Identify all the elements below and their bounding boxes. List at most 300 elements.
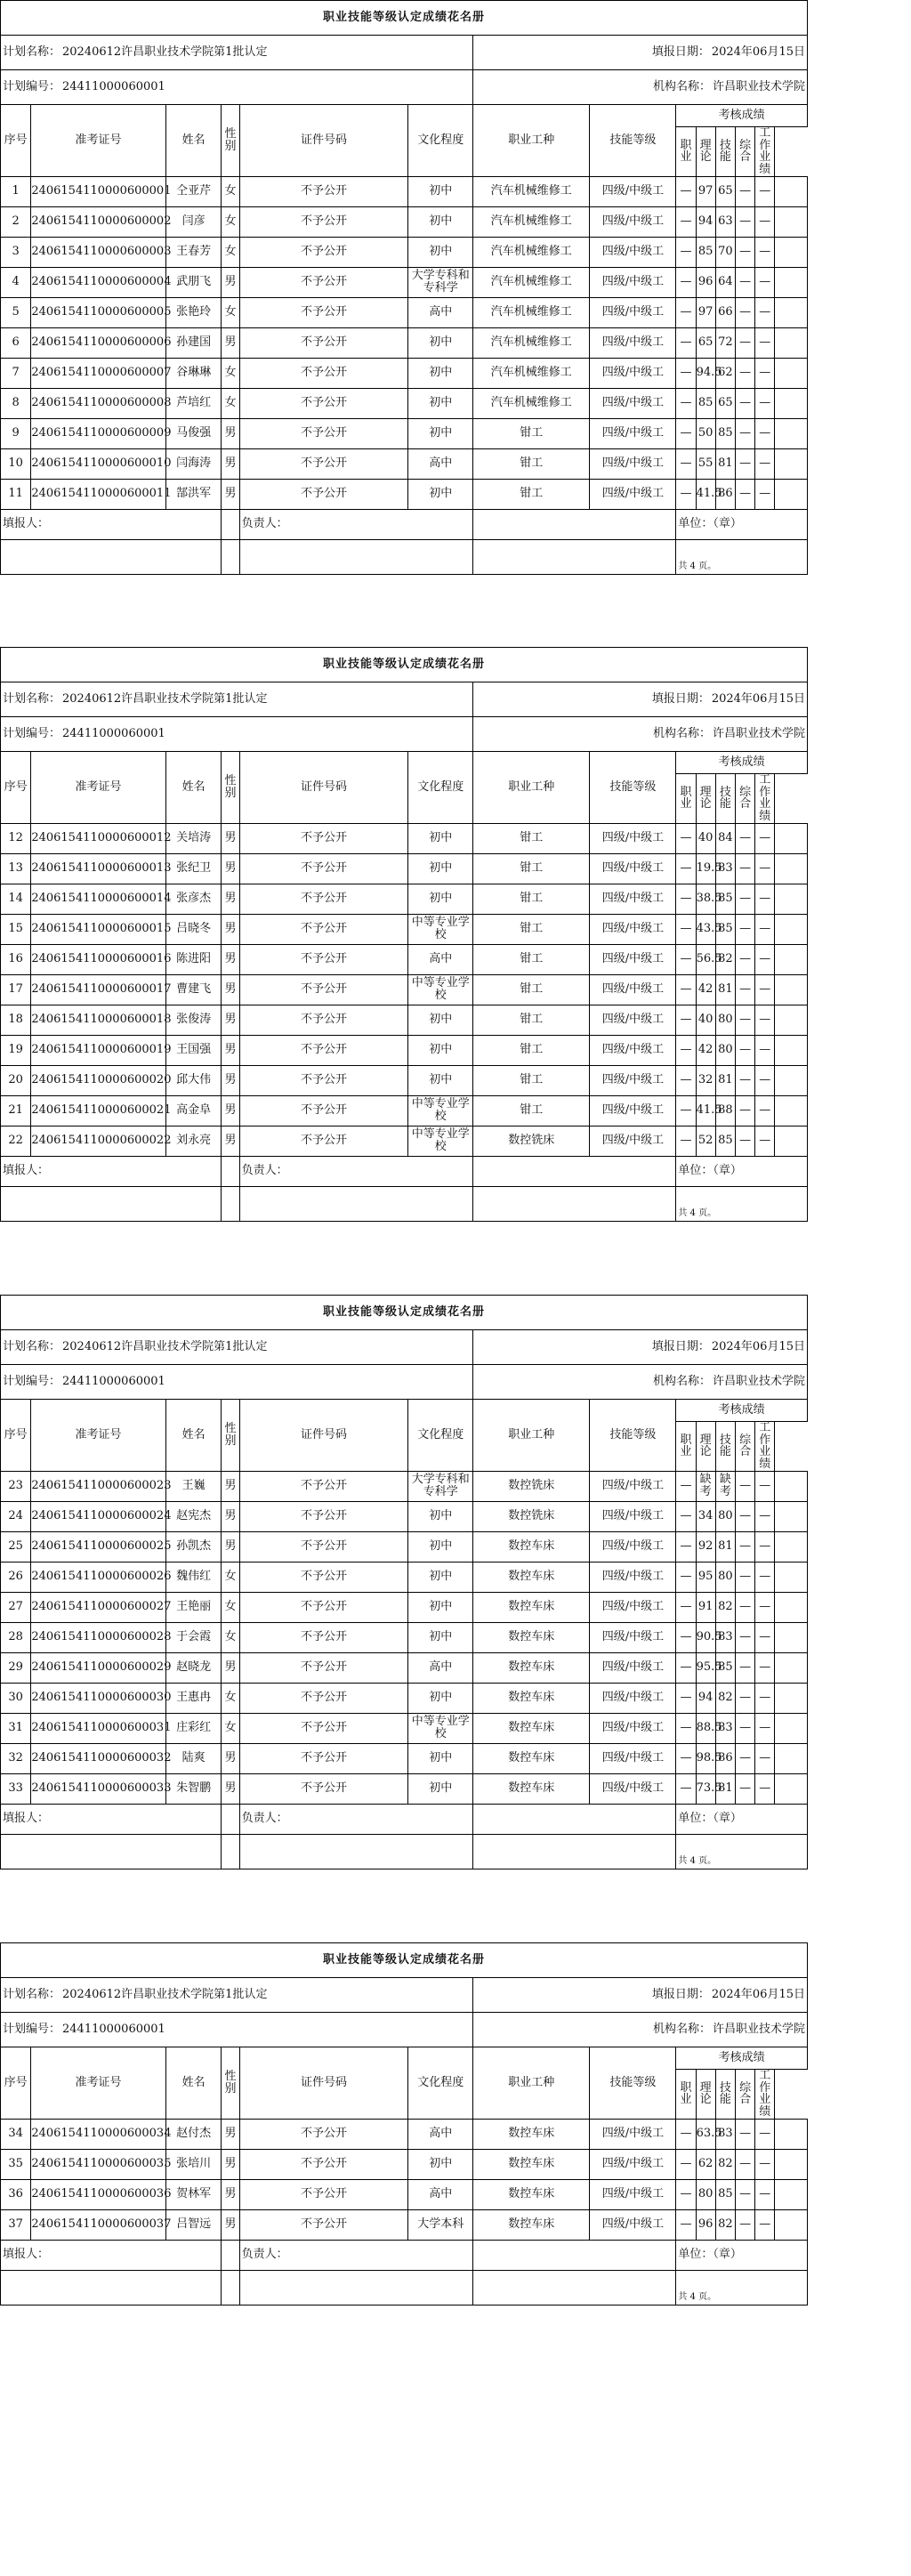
row-education: 初中 [408, 327, 473, 358]
row-score-overall: — [735, 297, 754, 327]
header-exam-no: 准考证号 [31, 2047, 165, 2120]
row-id-no: 不予公开 [239, 1562, 408, 1592]
row-score-theory: 65 [696, 327, 715, 358]
blank-cell [239, 539, 473, 574]
row-id-no: 不予公开 [239, 479, 408, 509]
row-exam-no: 2406154110000600019 [31, 1035, 165, 1065]
row-id-no: 不予公开 [239, 884, 408, 914]
blank-cell [473, 539, 676, 574]
row-score-theory: 97 [696, 297, 715, 327]
row-score-work: — [755, 176, 775, 206]
row-score-occupation: — [676, 1622, 696, 1652]
table-row [1, 2119, 808, 2149]
row-occupation: 汽车机械维修工 [473, 358, 590, 388]
row-seq: 12 [1, 823, 31, 853]
row-seq: 7 [1, 358, 31, 388]
row-seq: 6 [1, 327, 31, 358]
org-value: 许昌职业技术学院 [712, 80, 805, 94]
table-row [1, 1531, 808, 1562]
row-score-skill: 86 [715, 1743, 735, 1773]
blank-cell [1, 1186, 222, 1221]
row-exam-no: 2406154110000600016 [31, 944, 165, 974]
header-score-work: 工作业绩 [755, 774, 775, 824]
row-id-no: 不予公开 [239, 418, 408, 448]
row-exam-no: 2406154110000600024 [31, 1501, 165, 1531]
row-score-work: — [755, 974, 775, 1005]
row-education: 初中 [408, 1743, 473, 1773]
row-exam-no: 2406154110000600003 [31, 237, 165, 267]
row-skill-level: 四级/中级工 [590, 388, 676, 418]
row-score-overall: — [735, 1531, 754, 1562]
header-gender: 性别 [222, 105, 239, 177]
row-skill-level: 四级/中级工 [590, 1005, 676, 1035]
document-title: 职业技能等级认定成绩花名册 [1, 1, 808, 36]
row-score-skill: 81 [715, 1773, 735, 1804]
row-seq: 11 [1, 479, 31, 509]
row-score-overall: — [735, 1592, 754, 1622]
row-score-skill: 80 [715, 1005, 735, 1035]
row-exam-no: 2406154110000600004 [31, 267, 165, 297]
row-seq: 23 [1, 1471, 31, 1501]
row-score-occupation: — [676, 1652, 696, 1683]
row-score-overall: — [735, 974, 754, 1005]
row-score-theory: 88.5 [696, 1713, 715, 1743]
header-seq: 序号 [1, 752, 31, 824]
row-exam-no: 2406154110000600023 [31, 1471, 165, 1501]
table-row [1, 1713, 808, 1743]
row-seq: 4 [1, 267, 31, 297]
row-name: 孙凯杰 [165, 1531, 222, 1562]
row-gender: 男 [222, 1773, 239, 1804]
row-seq: 9 [1, 418, 31, 448]
row-education: 高中 [408, 448, 473, 479]
row-score-overall: — [735, 1743, 754, 1773]
table-row [1, 327, 808, 358]
header-score-theory: 理论 [696, 127, 715, 177]
header-score-occupation: 职业 [676, 127, 696, 177]
table-row [1, 479, 808, 509]
row-remark [775, 914, 808, 944]
header-score-theory: 理论 [696, 2070, 715, 2120]
header-score-theory: 理论 [696, 774, 715, 824]
row-name: 于会霞 [165, 1622, 222, 1652]
row-gender: 男 [222, 914, 239, 944]
row-exam-no: 2406154110000600025 [31, 1531, 165, 1562]
document-title: 职业技能等级认定成绩花名册 [1, 648, 808, 682]
row-score-skill: 81 [715, 448, 735, 479]
row-occupation: 数控车床 [473, 1683, 590, 1713]
document-title: 职业技能等级认定成绩花名册 [1, 1943, 808, 1978]
header-score-work: 工作业绩 [755, 2070, 775, 2120]
row-seq: 16 [1, 944, 31, 974]
row-score-skill: 82 [715, 944, 735, 974]
row-id-no: 不予公开 [239, 823, 408, 853]
table-row [1, 1683, 808, 1713]
roster-table [0, 0, 808, 575]
row-education: 初中 [408, 1622, 473, 1652]
blank-cell [1, 2270, 222, 2305]
row-score-work: — [755, 1622, 775, 1652]
row-name: 闫海涛 [165, 448, 222, 479]
row-education: 初中 [408, 176, 473, 206]
row-gender: 男 [222, 1531, 239, 1562]
row-seq: 22 [1, 1126, 31, 1156]
row-exam-no: 2406154110000600014 [31, 884, 165, 914]
table-row [1, 418, 808, 448]
row-seq: 1 [1, 176, 31, 206]
roster-table [0, 1942, 808, 2305]
row-score-work: — [755, 1471, 775, 1501]
unit-label: 单位：（章） [676, 509, 808, 539]
header-name: 姓名 [165, 105, 222, 177]
plan-name-cell [1, 1330, 473, 1365]
row-education: 高中 [408, 1652, 473, 1683]
row-occupation: 数控车床 [473, 1531, 590, 1562]
row-seq: 35 [1, 2149, 31, 2179]
row-score-work: — [755, 2179, 775, 2209]
filler-label: 填报人： [1, 1804, 222, 1834]
row-gender: 女 [222, 176, 239, 206]
row-score-occupation: — [676, 237, 696, 267]
row-id-no: 不予公开 [239, 448, 408, 479]
org-label: 机构名称： [652, 80, 711, 94]
row-education: 高中 [408, 944, 473, 974]
fill-date-label: 填报日期： [651, 1340, 710, 1354]
row-education: 大学专科和专科学 [408, 1471, 473, 1501]
row-score-work: — [755, 1005, 775, 1035]
row-id-no: 不予公开 [239, 974, 408, 1005]
row-score-overall: — [735, 267, 754, 297]
row-id-no: 不予公开 [239, 1683, 408, 1713]
org-cell [473, 2013, 808, 2047]
row-score-work: — [755, 914, 775, 944]
row-id-no: 不予公开 [239, 2179, 408, 2209]
table-row [1, 237, 808, 267]
row-score-occupation: — [676, 1683, 696, 1713]
row-remark [775, 176, 808, 206]
row-occupation: 钳工 [473, 418, 590, 448]
row-name: 邱大伟 [165, 1065, 222, 1095]
row-score-work: — [755, 358, 775, 388]
row-name: 赵付杰 [165, 2119, 222, 2149]
row-score-overall: — [735, 1065, 754, 1095]
row-score-occupation: — [676, 1471, 696, 1501]
row-score-skill: 83 [715, 1713, 735, 1743]
plan-no-value: 24411000060001 [62, 80, 165, 94]
row-id-no: 不予公开 [239, 853, 408, 884]
row-name: 刘永亮 [165, 1126, 222, 1156]
table-row [1, 1095, 808, 1126]
blank-cell [473, 1186, 676, 1221]
plan-name-cell [1, 1978, 473, 2013]
row-seq: 26 [1, 1562, 31, 1592]
plan-name-label: 计划名称： [3, 45, 61, 60]
row-name: 庄彩红 [165, 1713, 222, 1743]
row-score-skill: 65 [715, 388, 735, 418]
row-skill-level: 四级/中级工 [590, 418, 676, 448]
row-education: 中等专业学校 [408, 974, 473, 1005]
header-score-overall: 综合 [735, 774, 754, 824]
row-exam-no: 2406154110000600034 [31, 2119, 165, 2149]
row-exam-no: 2406154110000600012 [31, 823, 165, 853]
org-label: 机构名称： [652, 1375, 711, 1389]
header-occupation: 职业工种 [473, 105, 590, 177]
plan-name-label: 计划名称： [3, 1988, 61, 2002]
row-skill-level: 四级/中级工 [590, 2149, 676, 2179]
row-occupation: 汽车机械维修工 [473, 267, 590, 297]
header-id-no: 证件号码 [239, 1400, 408, 1472]
row-skill-level: 四级/中级工 [590, 1065, 676, 1095]
row-exam-no: 2406154110000600037 [31, 2209, 165, 2240]
row-skill-level: 四级/中级工 [590, 358, 676, 388]
row-remark [775, 479, 808, 509]
row-exam-no: 2406154110000600031 [31, 1713, 165, 1743]
row-seq: 36 [1, 2179, 31, 2209]
row-occupation: 汽车机械维修工 [473, 237, 590, 267]
row-id-no: 不予公开 [239, 1713, 408, 1743]
row-remark [775, 237, 808, 267]
header-score-work: 工作业绩 [755, 127, 775, 177]
header-education: 文化程度 [408, 105, 473, 177]
row-score-theory: 32 [696, 1065, 715, 1095]
row-score-overall: — [735, 327, 754, 358]
row-occupation: 钳工 [473, 974, 590, 1005]
row-name: 张俊涛 [165, 1005, 222, 1035]
table-row [1, 1005, 808, 1035]
plan-no-value: 24411000060001 [62, 1375, 165, 1389]
row-occupation: 数控铣床 [473, 1501, 590, 1531]
row-education: 高中 [408, 2179, 473, 2209]
row-name: 赵宪杰 [165, 1501, 222, 1531]
row-exam-no: 2406154110000600017 [31, 974, 165, 1005]
row-score-theory: 92 [696, 1531, 715, 1562]
table-row [1, 1471, 808, 1501]
row-skill-level: 四级/中级工 [590, 1035, 676, 1065]
plan-no-label: 计划编号： [3, 1375, 61, 1389]
table-row [1, 823, 808, 853]
row-score-theory: 94.5 [696, 358, 715, 388]
row-occupation: 数控铣床 [473, 1471, 590, 1501]
row-education: 高中 [408, 297, 473, 327]
row-occupation: 汽车机械维修工 [473, 297, 590, 327]
row-name: 王春芳 [165, 237, 222, 267]
row-score-occupation: — [676, 2179, 696, 2209]
row-name: 陆爽 [165, 1743, 222, 1773]
row-skill-level: 四级/中级工 [590, 2179, 676, 2209]
org-cell [473, 717, 808, 752]
row-score-theory: 19.5 [696, 853, 715, 884]
row-score-theory: 85 [696, 388, 715, 418]
header-occupation: 职业工种 [473, 2047, 590, 2120]
row-score-theory: 62 [696, 2149, 715, 2179]
row-score-theory: 98.5 [696, 1743, 715, 1773]
plan-no-label: 计划编号： [3, 727, 61, 741]
org-cell [473, 1365, 808, 1400]
row-score-overall: — [735, 2209, 754, 2240]
row-name: 马俊强 [165, 418, 222, 448]
row-score-occupation: — [676, 2149, 696, 2179]
row-seq: 17 [1, 974, 31, 1005]
row-score-work: — [755, 1501, 775, 1531]
row-score-overall: — [735, 479, 754, 509]
row-gender: 女 [222, 1622, 239, 1652]
row-score-occupation: — [676, 479, 696, 509]
row-gender: 女 [222, 358, 239, 388]
row-education: 初中 [408, 418, 473, 448]
row-name: 高金阜 [165, 1095, 222, 1126]
row-exam-no: 2406154110000600029 [31, 1652, 165, 1683]
plan-name-cell [1, 682, 473, 717]
row-score-occupation: — [676, 297, 696, 327]
row-score-work: — [755, 448, 775, 479]
row-occupation: 数控车床 [473, 2179, 590, 2209]
row-score-theory: 94 [696, 206, 715, 237]
row-seq: 19 [1, 1035, 31, 1065]
page-count: 共 4 页。 [676, 2270, 808, 2305]
row-name: 王艳丽 [165, 1592, 222, 1622]
row-occupation: 数控车床 [473, 1652, 590, 1683]
row-score-work: — [755, 327, 775, 358]
row-skill-level: 四级/中级工 [590, 944, 676, 974]
row-score-overall: — [735, 914, 754, 944]
row-remark [775, 1035, 808, 1065]
row-id-no: 不予公开 [239, 237, 408, 267]
row-score-skill: 86 [715, 479, 735, 509]
header-scores: 考核成绩 [676, 2047, 808, 2070]
row-score-skill: 81 [715, 1531, 735, 1562]
row-occupation: 钳工 [473, 884, 590, 914]
roster-table [0, 647, 808, 1222]
plan-no-cell [1, 1365, 473, 1400]
header-name: 姓名 [165, 2047, 222, 2120]
header-score-theory: 理论 [696, 1422, 715, 1472]
row-id-no: 不予公开 [239, 914, 408, 944]
row-score-theory: 55 [696, 448, 715, 479]
row-exam-no: 2406154110000600018 [31, 1005, 165, 1035]
row-name: 吕晓冬 [165, 914, 222, 944]
row-score-work: — [755, 884, 775, 914]
header-score-skill: 技能 [715, 774, 735, 824]
row-score-work: — [755, 1562, 775, 1592]
row-seq: 13 [1, 853, 31, 884]
header-score-occupation: 职业 [676, 774, 696, 824]
row-score-theory: 40 [696, 823, 715, 853]
row-remark [775, 297, 808, 327]
row-remark [775, 1562, 808, 1592]
row-education: 初中 [408, 1773, 473, 1804]
row-occupation: 汽车机械维修工 [473, 206, 590, 237]
row-gender: 男 [222, 2209, 239, 2240]
row-gender: 男 [222, 853, 239, 884]
plan-name-value: 20240612许昌职业技术学院第1批认定 [62, 692, 268, 707]
row-score-skill: 66 [715, 297, 735, 327]
row-name: 曹建飞 [165, 974, 222, 1005]
row-remark [775, 1005, 808, 1035]
row-seq: 34 [1, 2119, 31, 2149]
fill-date-value: 2024年06月15日 [711, 45, 805, 60]
row-score-overall: — [735, 418, 754, 448]
row-occupation: 汽车机械维修工 [473, 388, 590, 418]
row-seq: 37 [1, 2209, 31, 2240]
leader-label: 负责人： [239, 2240, 473, 2270]
row-score-skill: 82 [715, 2209, 735, 2240]
row-occupation: 钳工 [473, 1035, 590, 1065]
row-skill-level: 四级/中级工 [590, 1126, 676, 1156]
row-score-theory: 63.5 [696, 2119, 715, 2149]
row-name: 赵晓龙 [165, 1652, 222, 1683]
row-exam-no: 2406154110000600036 [31, 2179, 165, 2209]
row-remark [775, 418, 808, 448]
row-score-skill: 缺考 [715, 1471, 735, 1501]
row-id-no: 不予公开 [239, 267, 408, 297]
filler-spacer [222, 1156, 239, 1186]
row-remark [775, 388, 808, 418]
row-score-occupation: — [676, 944, 696, 974]
plan-name-value: 20240612许昌职业技术学院第1批认定 [62, 45, 268, 60]
row-score-work: — [755, 1773, 775, 1804]
row-education: 初中 [408, 358, 473, 388]
header-exam-no: 准考证号 [31, 1400, 165, 1472]
row-score-skill: 85 [715, 884, 735, 914]
table-row [1, 2209, 808, 2240]
row-skill-level: 四级/中级工 [590, 1592, 676, 1622]
row-id-no: 不予公开 [239, 2209, 408, 2240]
row-exam-no: 2406154110000600005 [31, 297, 165, 327]
row-remark [775, 206, 808, 237]
filler-label: 填报人： [1, 2240, 222, 2270]
row-occupation: 钳工 [473, 1005, 590, 1035]
org-label: 机构名称： [652, 727, 711, 741]
org-value: 许昌职业技术学院 [712, 1375, 805, 1389]
header-education: 文化程度 [408, 2047, 473, 2120]
row-exam-no: 2406154110000600035 [31, 2149, 165, 2179]
table-row [1, 1592, 808, 1622]
row-name: 郜洪军 [165, 479, 222, 509]
table-row [1, 884, 808, 914]
row-score-occupation: — [676, 176, 696, 206]
row-score-work: — [755, 1065, 775, 1095]
row-score-work: — [755, 1095, 775, 1126]
plan-name-value: 20240612许昌职业技术学院第1批认定 [62, 1988, 268, 2002]
row-score-overall: — [735, 448, 754, 479]
row-score-overall: — [735, 884, 754, 914]
blank-cell [473, 1834, 676, 1869]
header-score-occupation: 职业 [676, 1422, 696, 1472]
row-remark [775, 1501, 808, 1531]
row-gender: 男 [222, 2149, 239, 2179]
row-score-skill: 85 [715, 418, 735, 448]
table-row [1, 1035, 808, 1065]
row-occupation: 数控车床 [473, 1713, 590, 1743]
table-row [1, 853, 808, 884]
row-gender: 男 [222, 1065, 239, 1095]
row-exam-no: 2406154110000600026 [31, 1562, 165, 1592]
header-id-no: 证件号码 [239, 752, 408, 824]
row-remark [775, 2209, 808, 2240]
row-score-overall: — [735, 358, 754, 388]
row-score-occupation: — [676, 1005, 696, 1035]
row-score-work: — [755, 823, 775, 853]
row-score-overall: — [735, 1713, 754, 1743]
header-name: 姓名 [165, 752, 222, 824]
header-exam-no: 准考证号 [31, 752, 165, 824]
roster-page [0, 1942, 808, 2305]
row-occupation: 数控车床 [473, 2209, 590, 2240]
row-seq: 29 [1, 1652, 31, 1683]
row-score-overall: — [735, 388, 754, 418]
header-education: 文化程度 [408, 752, 473, 824]
row-name: 张艳玲 [165, 297, 222, 327]
